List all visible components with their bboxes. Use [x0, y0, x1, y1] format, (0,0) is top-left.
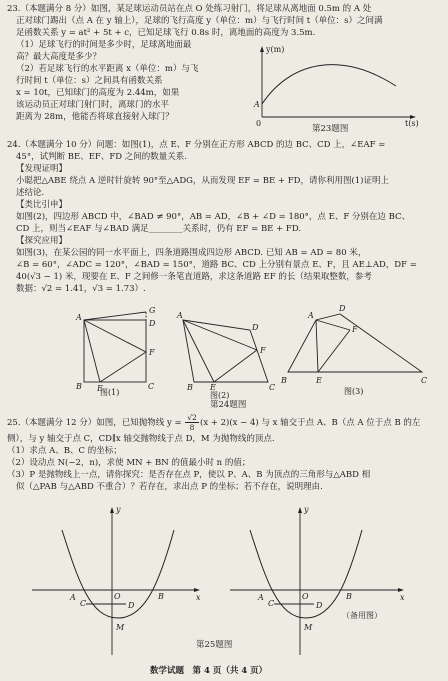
label-x: x: [196, 593, 201, 602]
q25-figure-caption: 第25题图: [196, 640, 233, 650]
label-m: M: [116, 623, 125, 632]
label-f: F: [260, 346, 266, 355]
q23-origin: 0: [256, 119, 262, 128]
q24-line: 小聪把△ABE 绕点 A 逆时针旋转 90°至△ADG，从而发现 EF = BE + FD，请你利用图(1)证明上: [16, 176, 389, 186]
label-b: B: [281, 376, 287, 385]
label-o: O: [114, 592, 121, 601]
label-y: y: [116, 505, 121, 514]
q24-heading-discovery: 【发现证明】: [16, 164, 68, 174]
q24-line-blank: CD 上，则当∠EAF 与∠BAD 满足________关系时，仍有 EF = BE + FD.: [16, 224, 302, 234]
q24-line: ∠B = 60°，∠ADC = 120°，∠BAD = 150°，道路 BC、CD 上分别有景点 E、F，且 AE⊥AD，DF =: [16, 260, 417, 270]
label-d: D: [339, 304, 346, 313]
square-abcd: [84, 320, 146, 382]
label-c: C: [269, 383, 276, 392]
q23-line: 该运动员正对球门射门时，离球门的水平: [16, 100, 170, 110]
label-b: B: [346, 592, 352, 601]
label-d: D: [252, 323, 259, 332]
q25-line-1a: 25.（本题满分 12 分）如图，已知抛物线 y =: [7, 418, 182, 428]
label-b: B: [76, 382, 82, 391]
label-f: F: [352, 325, 358, 334]
q24-figure-caption: 第24题图: [210, 400, 247, 410]
fig1-caption: 图(1): [100, 388, 120, 397]
q24-line: 如图(2)，四边形 ABCD 中，∠BAD ≠ 90°，AB = AD，∠B + ∠D = 180°，点 E、F 分别在边 BC、: [16, 212, 411, 222]
label-y: y: [304, 505, 309, 514]
q23-line: x = 10t，已知球门的高度为 2.44m，如果: [16, 88, 180, 98]
label-d: D: [316, 601, 323, 610]
q23-line: 高？最大高度是多少？: [16, 52, 102, 62]
q24-line: 如图(3)，在某公园的同一水平面上，四条道路围成四边形 ABCD. 已知 AB = AD = 80 米，: [16, 248, 367, 258]
q23-line: 正对球门踢出（点 A 在 y 轴上），足球的飞行高度 y（单位：m）与飞行时间 t（单位：s）之间满: [16, 16, 383, 26]
label-b: B: [187, 383, 193, 392]
label-c: C: [268, 599, 275, 608]
label-d: D: [128, 601, 135, 610]
label-x: x: [400, 593, 405, 602]
q25-line: 似（△PAB 与△ABD 不重合）？若存在，求出点 P 的坐标；若不存在，说明理由.: [16, 482, 323, 492]
q23-parabola: [262, 65, 396, 104]
label-c: C: [148, 382, 155, 391]
label-a: A: [70, 593, 76, 602]
q23-line: 距离为 28m，他能否将球直接射入球门？: [16, 112, 174, 122]
quad-abcd: [288, 314, 422, 372]
parabola-curve: [62, 530, 174, 618]
q24-line: 数据：√2 = 1.41，√3 = 1.73）.: [16, 284, 146, 294]
q25-line: 侧），与 y 轴交于点 C，CD∥x 轴交抛物线于点 D，M 为抛物线的顶点.: [7, 434, 275, 444]
q23-point-a: A: [254, 100, 260, 109]
q25-line: （1）求点 A、B、C 的坐标；: [7, 446, 122, 456]
q23-caption: 第23题图: [312, 124, 349, 134]
label-c: C: [421, 376, 428, 385]
label-a: A: [308, 311, 314, 320]
label-e: E: [316, 376, 322, 385]
label-e: E: [97, 384, 103, 393]
q23-line: 足函数关系 y = at² + 5t + c，已知足球飞行 0.8s 时，离地面的高度为 3.5m.: [16, 28, 316, 38]
q25-line: （2）设动点 N(−2，n)，求使 MN + BN 的值最小时 n 的值；: [7, 458, 251, 468]
label-o: O: [302, 592, 309, 601]
spare-figure-label: （备用图）: [342, 611, 382, 620]
fig2-caption: 图(2): [210, 391, 230, 400]
label-d: D: [149, 319, 156, 328]
quad-abcd: [183, 320, 268, 382]
label-b: B: [158, 592, 164, 601]
label-f: F: [149, 348, 155, 357]
q24-line: 40(√3 − 1) 米，现要在 E、F 之间修一条笔直道路，求这条道路 EF 的长（结果取整数，参考: [16, 272, 372, 282]
q23-line: 23.（本题满分 8 分）如图，某足球运动员站在点 O 处练习射门，将足球从离地面 0.5m 的 A 处: [7, 4, 372, 14]
page-footer: 数学试题 第 4 页（共 4 页）: [150, 666, 268, 676]
q23-line: （1）足球飞行的时间是多少时，足球离地面最: [16, 40, 192, 50]
q24-heading-analogy: 【类比引申】: [16, 200, 68, 210]
q23-y-label: y(m): [266, 45, 285, 54]
q24-line: 24.（本题满分 10 分）问题：如图(1)，点 E、F 分别在正方形 ABCD 的边 BC、CD 上，∠EAF =: [7, 140, 386, 150]
q25-fraction-denominator: 8: [189, 423, 195, 432]
q25-line: （3）P 是抛物线上一点，请你探究：是否存在点 P，使以 P、A、B 为顶点的三角形与△ABD 相: [7, 470, 371, 480]
label-g: G: [149, 306, 156, 315]
q23-line: 行时间 t（单位：s）之间具有函数关系: [16, 76, 163, 86]
q23-y-arrow: [260, 46, 264, 52]
parabola-curve: [250, 530, 362, 618]
q23-line: （2）若足球飞行的水平距离 x（单位：m）与飞: [16, 64, 199, 74]
q25-fraction-numerator: √2: [185, 413, 199, 423]
label-a: A: [177, 311, 183, 320]
label-a: A: [76, 313, 82, 322]
fig3-caption: 图(3): [344, 387, 364, 396]
label-c: C: [80, 599, 87, 608]
q24-line: 述结论.: [16, 188, 45, 198]
label-m: M: [304, 623, 313, 632]
q24-line: 45°，试判断 BE、EF、FD 之间的数量关系.: [16, 152, 187, 162]
q24-heading-application: 【探究应用】: [16, 236, 68, 246]
label-a: A: [258, 593, 264, 602]
label-e: E: [210, 383, 216, 392]
q23-t-arrow: [410, 115, 416, 119]
q25-line-1b: (x + 2)(x − 4) 与 x 轴交于点 A、B（点 A 位于点 B 的左: [200, 418, 421, 428]
q23-t-label: t(s): [405, 119, 419, 128]
